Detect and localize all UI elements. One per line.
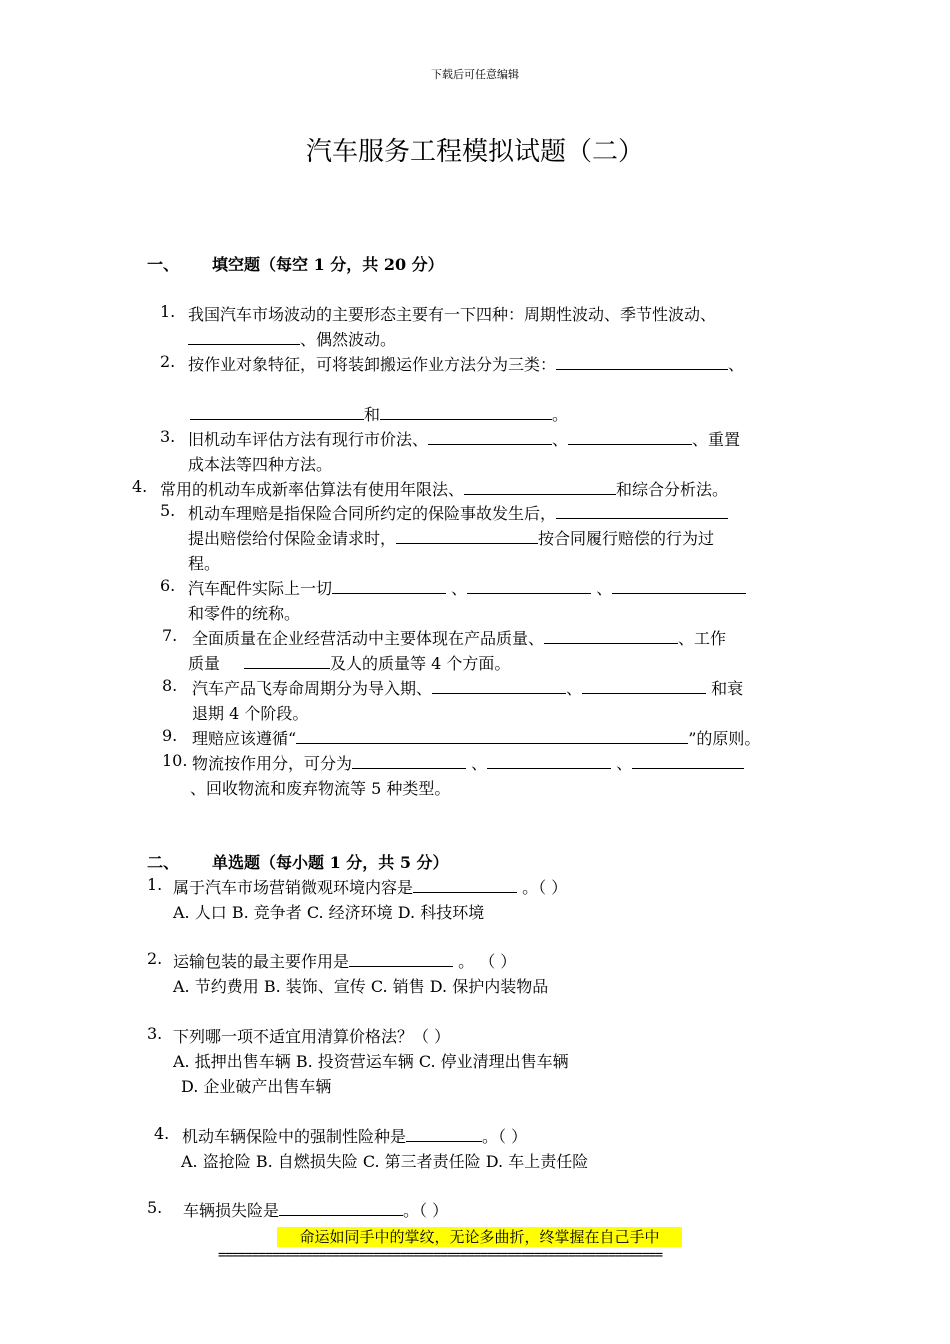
s1-q8-number: 8.	[162, 676, 178, 695]
answer-blank[interactable]	[582, 679, 706, 694]
s2-q1-number: 1.	[147, 875, 163, 894]
s1-q4-number: 4.	[132, 477, 148, 496]
s1-q3-line1: 旧机动车评估方法有现行市价法、 、 、重置	[188, 430, 741, 449]
s1-q1-line2: 、偶然波动。	[188, 327, 396, 350]
answer-blank[interactable]	[406, 1127, 482, 1142]
s2-q2-number: 2.	[147, 949, 163, 968]
s1-q6-number: 6.	[160, 576, 176, 595]
answer-blank[interactable]	[467, 579, 591, 594]
section1-number: 一、	[147, 255, 180, 274]
s1-q3-line2: 成本法等四种方法。	[188, 455, 333, 474]
s1-q6-line2: 和零件的统称。	[188, 604, 301, 623]
s2-q5-stem: 车辆损失险是 。（ ）	[183, 1201, 449, 1220]
s1-q4-line1: 常用的机动车成新率估算法有使用年限法、 和综合分析法。	[160, 480, 729, 499]
answer-blank[interactable]	[349, 952, 453, 967]
s1-q9-line1: 理赔应该遵循“ ”的原则。	[192, 729, 761, 748]
s1-q2-line1: 按作业对象特征，可将装卸搬运作业方法分为三类： 、	[188, 355, 745, 374]
s1-q8-line1: 汽车产品飞寿命周期分为导入期、 、 和衰	[192, 679, 744, 698]
s2-q3-options: A. 抵押出售车辆 B. 投资营运车辆 C. 停业清理出售车辆	[173, 1052, 569, 1071]
s2-q3-number: 3.	[147, 1024, 163, 1043]
footer-rule: ==================================================================	[218, 1248, 662, 1263]
s1-q5-line1: 机动车理赔是指保险合同所约定的保险事故发生后，	[188, 501, 728, 524]
answer-blank[interactable]	[296, 729, 688, 744]
s1-q2-line2: 和 。	[190, 402, 568, 425]
section2-number: 二、	[147, 853, 180, 872]
s1-q5-number: 5.	[160, 501, 176, 520]
s2-q4-stem: 机动车辆保险中的强制性险种是 。（ ）	[182, 1127, 528, 1146]
answer-blank[interactable]	[244, 654, 330, 669]
s1-q10-line1: 物流按作用分，可分为 、 、	[192, 751, 744, 774]
header-note: 下载后可任意编辑	[431, 68, 519, 81]
s2-q3-options2: D. 企业破产出售车辆	[181, 1077, 332, 1096]
s2-q4-number: 4.	[154, 1124, 170, 1143]
s2-q5-number: 5.	[147, 1198, 163, 1217]
s1-q7-number: 7.	[162, 626, 178, 645]
answer-blank[interactable]	[568, 430, 692, 445]
answer-blank[interactable]	[632, 754, 744, 769]
answer-blank[interactable]	[428, 430, 552, 445]
s2-q3-stem: 下列哪一项不适宜用清算价格法？（ ）	[173, 1027, 451, 1046]
answer-blank[interactable]	[279, 1201, 403, 1216]
s1-q2-number: 2.	[160, 352, 176, 371]
page-title: 汽车服务工程模拟试题（二）	[305, 137, 644, 167]
s1-q8-line2: 退期 4 个阶段。	[192, 704, 309, 723]
answer-blank[interactable]	[544, 629, 678, 644]
answer-blank[interactable]	[464, 480, 616, 495]
s1-q10-number: 10.	[162, 751, 188, 770]
s2-q4-options: A. 盗抢险 B. 自燃损失险 C. 第三者责任险 D. 车上责任险	[181, 1152, 589, 1171]
s1-q6-line1: 汽车配件实际上一切 、 、	[188, 576, 746, 599]
s1-q5-line3: 程。	[188, 554, 221, 573]
answer-blank[interactable]	[432, 679, 566, 694]
answer-blank[interactable]	[332, 579, 446, 594]
answer-blank[interactable]	[413, 878, 517, 893]
answer-blank[interactable]	[556, 355, 728, 370]
answer-blank[interactable]	[612, 579, 746, 594]
s2-q1-stem: 属于汽车市场营销微观环境内容是 。（ ）	[173, 878, 568, 897]
s1-q7-line1: 全面质量在企业经营活动中主要体现在产品质量、 、工作	[192, 629, 727, 648]
footer-motto: 命运如同手中的掌纹，无论多曲折，终掌握在自己手中	[277, 1227, 682, 1247]
s2-q2-stem: 运输包装的最主要作用是 。 （ ）	[173, 952, 517, 971]
s1-q7-line2: 质量 及人的质量等 4 个方面。	[188, 654, 511, 673]
s1-q9-number: 9.	[162, 726, 178, 745]
s1-q3-number: 3.	[160, 427, 176, 446]
s1-q10-line2: 、回收物流和废弃物流等 5 种类型。	[190, 779, 451, 798]
answer-blank[interactable]	[190, 405, 364, 420]
s1-q5-line2: 提出赔偿给付保险金请求时， 按合同履行赔偿的行为过	[188, 529, 715, 548]
section2-title: 单选题（每小题 1 分，共 5 分）	[212, 853, 449, 872]
s1-q1-text: 我国汽车市场波动的主要形态主要有一下四种：周期性波动、季节性波动、	[188, 305, 717, 324]
answer-blank[interactable]	[556, 504, 728, 519]
answer-blank[interactable]	[396, 529, 538, 544]
answer-blank[interactable]	[380, 405, 552, 420]
answer-blank[interactable]	[352, 754, 466, 769]
s1-q1-number: 1.	[160, 302, 176, 321]
section1-title: 填空题（每空 1 分，共 20 分）	[212, 255, 444, 274]
answer-blank[interactable]	[487, 754, 611, 769]
s2-q1-options: A. 人口 B. 竞争者 C. 经济环境 D. 科技环境	[173, 903, 485, 922]
answer-blank[interactable]	[188, 330, 300, 345]
s2-q2-options: A. 节约费用 B. 装饰、宣传 C. 销售 D. 保护内装物品	[173, 977, 549, 996]
